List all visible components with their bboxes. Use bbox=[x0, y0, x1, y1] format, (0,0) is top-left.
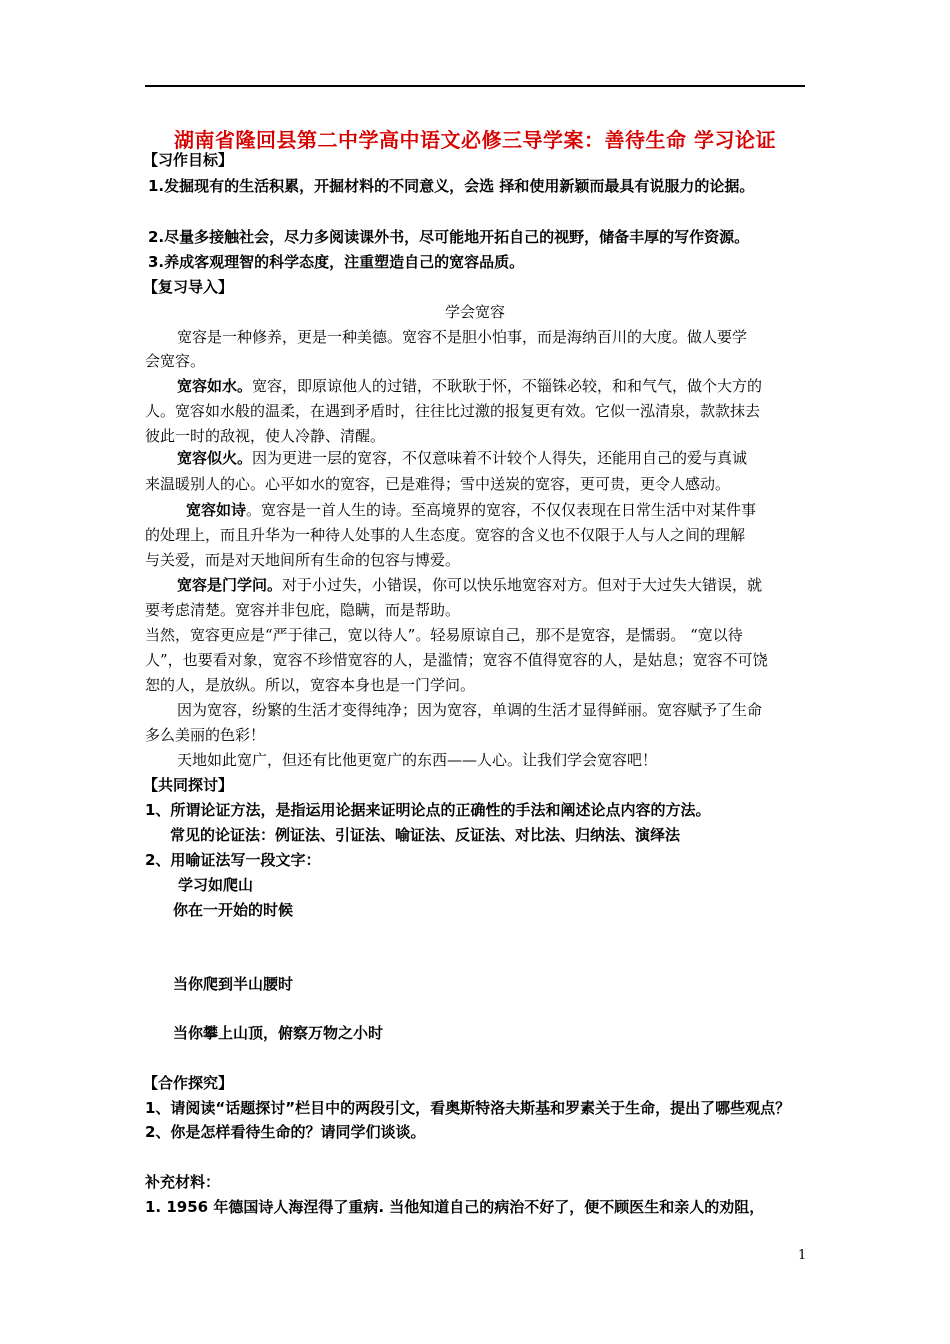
essay-paragraph-2a bbox=[177, 375, 762, 397]
essay-text-poem: 。宽容是一首人生的诗。至高境界的宽容，不仅仅表现在日常生活中对某件事 bbox=[246, 501, 757, 519]
essay-paragraph-7a: 因为宽容，纷繁的生活才变得纯净；因为宽容，单调的生活才显得鲜丽。宽容赋予了生命 bbox=[177, 701, 763, 719]
essay-text-learning: 对于小过失，小错误，你可以快乐地宽容对方。但对于大过失大错误，就 bbox=[282, 576, 763, 594]
essay-paragraph-6a: 当然，宽容更应是“严于律己，宽以待人”。轻易原谅自己，那不是宽容，是懦弱。 “宽以待 bbox=[145, 626, 743, 644]
essay-lead-poem: 宽容如诗 bbox=[186, 501, 247, 519]
document-title: 湖南省隆回县第二中学高中语文必修三导学案：善待生命 学习论证 bbox=[174, 128, 776, 152]
essay-paragraph-1a: 宽容是一种修养，更是一种美德。宽容不是胆小怕事，而是海纳百川的大度。做人要学 bbox=[177, 328, 748, 346]
section-review-heading: 【复习导入】 bbox=[143, 278, 234, 296]
discuss-question-2: 2、用喻证法写一段文字： bbox=[145, 851, 321, 869]
coop-question-1: 1、请阅读“话题探讨”栏目中的两段引文，看奥斯特洛夫斯基和罗素关于生命，提出了哪些观点？ bbox=[145, 1099, 791, 1117]
section-coop-heading: 【合作探究】 bbox=[143, 1074, 234, 1092]
discuss-line-3: 当你爬到半山腰时 bbox=[173, 975, 294, 993]
supplement-item-1: 1. 1956 年德国诗人海涅得了重病. 当他知道自己的病治不好了，便不顾医生和亲人的劝阻， bbox=[145, 1198, 765, 1216]
essay-paragraph-3b: 来温暖别人的心。心平如水的宽容，已是难得；雪中送炭的宽容，更可贵，更令人感动。 bbox=[145, 475, 731, 493]
essay-paragraph-3a bbox=[177, 447, 747, 469]
essay-lead-water: 宽容如水。 bbox=[177, 377, 253, 395]
discuss-line-2: 你在一开始的时候 bbox=[173, 901, 294, 919]
section-discuss-heading: 【共同探讨】 bbox=[143, 776, 234, 794]
page-number: 1 bbox=[798, 1248, 807, 1263]
essay-paragraph-4c: 与关爱，而是对天地间所有生命的包容与博爱。 bbox=[145, 551, 461, 569]
essay-paragraph-5b: 要考虑清楚。宽容并非包庇，隐瞒，而是帮助。 bbox=[145, 601, 461, 619]
essay-paragraph-4a bbox=[186, 499, 756, 521]
essay-paragraph-4b: 的处理上，而且升华为一种待人处事的人生态度。宽容的含义也不仅限于人与人之间的理解 bbox=[145, 526, 746, 544]
essay-paragraph-2c: 彼此一时的敌视，使人冷静、清醒。 bbox=[145, 427, 386, 445]
essay-paragraph-6b: 人”，也要看对象，宽容不珍惜宽容的人，是滥情；宽容不值得宽容的人，是姑息；宽容不可饶 bbox=[145, 651, 768, 669]
header-rule bbox=[145, 85, 805, 87]
essay-lead-learning: 宽容是门学问。 bbox=[177, 576, 283, 594]
essay-paragraph-7b: 多么美丽的色彩！ bbox=[145, 726, 266, 744]
goal-item-2: 2.尽量多接触社会，尽力多阅读课外书，尽可能地开拓自己的视野，储备丰厚的写作资源。 bbox=[148, 228, 750, 246]
essay-heading: 学会宽容 bbox=[444, 303, 505, 321]
essay-paragraph-1b: 会宽容。 bbox=[145, 352, 206, 370]
supplement-label: 补充材料： bbox=[145, 1173, 221, 1191]
essay-lead-fire: 宽容似火。 bbox=[177, 449, 253, 467]
essay-paragraph-6c: 恕的人，是放纵。所以，宽容本身也是一门学问。 bbox=[145, 676, 476, 694]
essay-paragraph-2b: 人。宽容如水般的温柔，在遇到矛盾时，往往比过激的报复更有效。它似一泓清泉，款款抹去 bbox=[145, 402, 761, 420]
coop-question-2: 2、你是怎样看待生命的？请同学们谈谈。 bbox=[145, 1123, 426, 1141]
discuss-line-4: 当你攀上山顶，俯察万物之小时 bbox=[173, 1024, 384, 1042]
essay-text-fire: 因为更进一层的宽容，不仅意味着不计较个人得失，还能用自己的爱与真诚 bbox=[252, 449, 748, 467]
essay-paragraph-8: 天地如此宽广，但还有比他更宽广的东西——人心。让我们学会宽容吧！ bbox=[177, 751, 658, 769]
essay-text-water: 宽容，即原谅他人的过错，不耿耿于怀，不锱铢必较，和和气气，做个大方的 bbox=[252, 377, 763, 395]
section-goals-heading: 【习作目标】 bbox=[143, 151, 234, 169]
essay-paragraph-5a bbox=[177, 574, 762, 596]
discuss-line-1: 学习如爬山 bbox=[178, 876, 254, 894]
discuss-methods: 常见的论证法：例证法、引证法、喻证法、反证法、对比法、归纳法、演绎法 bbox=[170, 826, 681, 844]
goal-item-3: 3.养成客观理智的科学态度，注重塑造自己的宽容品质。 bbox=[148, 253, 525, 271]
goal-item-1: 1.发掘现有的生活积累，开掘材料的不同意义，会选 择和使用新颖而最具有说服力的论据。 bbox=[148, 177, 755, 195]
discuss-question-1: 1、所谓论证方法，是指运用论据来证明论点的正确性的手法和阐述论点内容的方法。 bbox=[145, 801, 711, 819]
